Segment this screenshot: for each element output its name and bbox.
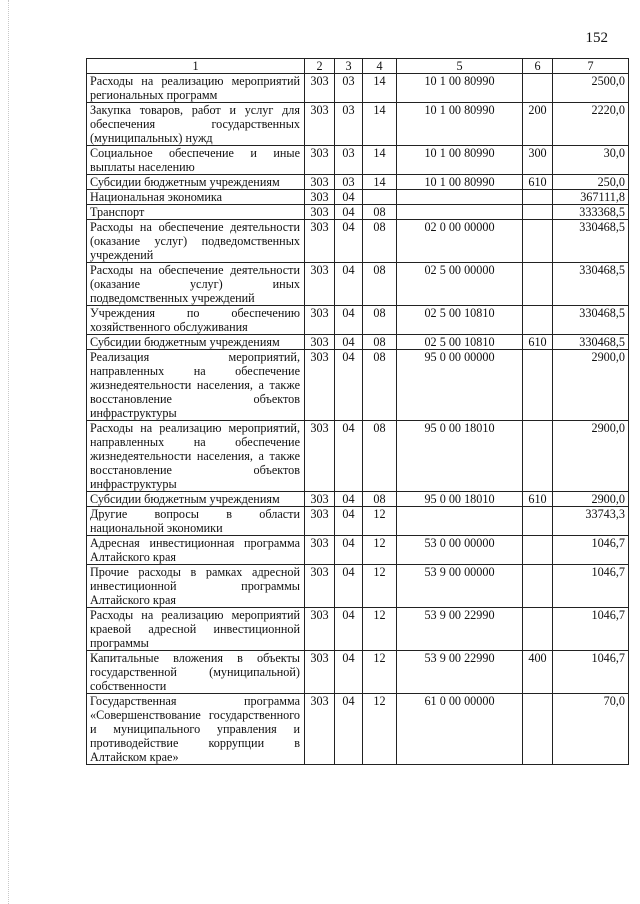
- table-row: [87, 694, 629, 765]
- row-type-cell: [523, 536, 553, 565]
- table-row: [87, 103, 629, 146]
- row-name-cell: Субсидии бюджетным учреждениям: [87, 175, 305, 190]
- row-section-cell: 03: [335, 74, 363, 103]
- row-subsection-cell: 12: [363, 651, 397, 694]
- row-amount-cell: 2900,0: [553, 492, 629, 507]
- row-code-cell: 303: [305, 507, 335, 536]
- row-target-cell: 53 9 00 22990: [397, 608, 523, 651]
- row-section-cell: 03: [335, 146, 363, 175]
- row-name-cell: Капитальные вложения в объекты государственной (муниципальной) собственности: [87, 651, 305, 694]
- row-section-cell: 03: [335, 175, 363, 190]
- table-row: [87, 536, 629, 565]
- row-name-cell: Закупка товаров, работ и услуг для обеспечения государственных (муниципальных) нужд: [87, 103, 305, 146]
- table-header-row: [87, 59, 629, 74]
- row-subsection-cell: 12: [363, 565, 397, 608]
- row-subsection-cell: 14: [363, 74, 397, 103]
- page-number: 152: [585, 30, 608, 46]
- row-type-cell: [523, 350, 553, 421]
- table-row: [87, 608, 629, 651]
- row-type-cell: [523, 74, 553, 103]
- row-type-cell: 610: [523, 335, 553, 350]
- header-cell: 1: [87, 59, 305, 74]
- row-name-cell: Субсидии бюджетным учреждениям: [87, 335, 305, 350]
- row-code-cell: 303: [305, 220, 335, 263]
- table-row: [87, 205, 629, 220]
- row-name-cell: Расходы на реализацию мероприятий краевой адресной инвестиционной программы: [87, 608, 305, 651]
- row-code-cell: 303: [305, 536, 335, 565]
- table-row: [87, 335, 629, 350]
- row-amount-cell: 330468,5: [553, 263, 629, 306]
- row-name-cell: Другие вопросы в области национальной экономики: [87, 507, 305, 536]
- row-target-cell: 53 9 00 22990: [397, 651, 523, 694]
- row-target-cell: 53 0 00 00000: [397, 536, 523, 565]
- row-subsection-cell: 12: [363, 608, 397, 651]
- header-cell: 3: [335, 59, 363, 74]
- row-amount-cell: 330468,5: [553, 306, 629, 335]
- row-name-cell: Расходы на реализацию мероприятий, направленных на обеспечение жизнедеятельности населения, а также восстановление объектов инфраструктуры: [87, 421, 305, 492]
- table-row: [87, 74, 629, 103]
- row-amount-cell: 2900,0: [553, 421, 629, 492]
- row-target-cell: 02 0 00 00000: [397, 220, 523, 263]
- row-type-cell: 610: [523, 175, 553, 190]
- row-target-cell: 10 1 00 80990: [397, 146, 523, 175]
- row-type-cell: [523, 507, 553, 536]
- row-section-cell: 04: [335, 220, 363, 263]
- row-name-cell: Учреждения по обеспечению хозяйственного обслуживания: [87, 306, 305, 335]
- row-subsection-cell: 08: [363, 220, 397, 263]
- table-row: [87, 175, 629, 190]
- row-code-cell: 303: [305, 350, 335, 421]
- row-target-cell: 10 1 00 80990: [397, 74, 523, 103]
- row-subsection-cell: 12: [363, 536, 397, 565]
- header-cell: 4: [363, 59, 397, 74]
- scan-edge: [8, 0, 9, 904]
- row-subsection-cell: 08: [363, 205, 397, 220]
- row-name-cell: Транспорт: [87, 205, 305, 220]
- row-type-cell: 610: [523, 492, 553, 507]
- row-target-cell: 95 0 00 18010: [397, 421, 523, 492]
- header-cell: 7: [553, 59, 629, 74]
- row-target-cell: 10 1 00 80990: [397, 103, 523, 146]
- table-row: [87, 190, 629, 205]
- row-name-cell: Национальная экономика: [87, 190, 305, 205]
- table-row: [87, 263, 629, 306]
- row-type-cell: [523, 421, 553, 492]
- row-amount-cell: 2900,0: [553, 350, 629, 421]
- row-section-cell: 04: [335, 306, 363, 335]
- row-amount-cell: 1046,7: [553, 608, 629, 651]
- row-name-cell: Реализация мероприятий, направленных на обеспечение жизнедеятельности населения, а также восстановление объектов инфраструктуры: [87, 350, 305, 421]
- row-type-cell: 300: [523, 146, 553, 175]
- row-target-cell: 95 0 00 18010: [397, 492, 523, 507]
- row-type-cell: [523, 205, 553, 220]
- row-name-cell: Расходы на реализацию мероприятий региональных программ: [87, 74, 305, 103]
- row-subsection-cell: 08: [363, 492, 397, 507]
- row-name-cell: Расходы на обеспечение деятельности (оказание услуг) иных подведомственных учреждений: [87, 263, 305, 306]
- row-code-cell: 303: [305, 694, 335, 765]
- row-section-cell: 04: [335, 507, 363, 536]
- row-section-cell: 04: [335, 492, 363, 507]
- row-code-cell: 303: [305, 651, 335, 694]
- row-section-cell: 04: [335, 190, 363, 205]
- row-section-cell: 04: [335, 350, 363, 421]
- row-subsection-cell: 12: [363, 507, 397, 536]
- table-row: [87, 651, 629, 694]
- table-row: [87, 306, 629, 335]
- row-code-cell: 303: [305, 306, 335, 335]
- row-amount-cell: 1046,7: [553, 651, 629, 694]
- row-type-cell: [523, 190, 553, 205]
- row-subsection-cell: 12: [363, 694, 397, 765]
- row-subsection-cell: 08: [363, 306, 397, 335]
- row-code-cell: 303: [305, 335, 335, 350]
- row-name-cell: Социальное обеспечение и иные выплаты населению: [87, 146, 305, 175]
- row-target-cell: [397, 190, 523, 205]
- row-amount-cell: 30,0: [553, 146, 629, 175]
- row-name-cell: Прочие расходы в рамках адресной инвестиционной программы Алтайского края: [87, 565, 305, 608]
- row-amount-cell: 330468,5: [553, 335, 629, 350]
- row-type-cell: [523, 565, 553, 608]
- row-section-cell: 03: [335, 103, 363, 146]
- row-amount-cell: 250,0: [553, 175, 629, 190]
- row-target-cell: 10 1 00 80990: [397, 175, 523, 190]
- row-section-cell: 04: [335, 335, 363, 350]
- row-type-cell: [523, 694, 553, 765]
- row-section-cell: 04: [335, 205, 363, 220]
- table-row: [87, 565, 629, 608]
- header-cell: 5: [397, 59, 523, 74]
- row-target-cell: 53 9 00 00000: [397, 565, 523, 608]
- row-section-cell: 04: [335, 694, 363, 765]
- row-amount-cell: 2220,0: [553, 103, 629, 146]
- row-section-cell: 04: [335, 536, 363, 565]
- row-name-cell: Адресная инвестиционная программа Алтайского края: [87, 536, 305, 565]
- row-section-cell: 04: [335, 421, 363, 492]
- header-cell: 2: [305, 59, 335, 74]
- row-target-cell: 02 5 00 10810: [397, 306, 523, 335]
- row-subsection-cell: [363, 190, 397, 205]
- row-name-cell: Государственная программа «Совершенствование государственного и муниципального управления и противодействие коррупции в Алтайском крае»: [87, 694, 305, 765]
- row-amount-cell: 70,0: [553, 694, 629, 765]
- table-row: [87, 220, 629, 263]
- row-amount-cell: 333368,5: [553, 205, 629, 220]
- row-amount-cell: 367111,8: [553, 190, 629, 205]
- row-type-cell: [523, 306, 553, 335]
- row-code-cell: 303: [305, 421, 335, 492]
- row-target-cell: [397, 507, 523, 536]
- budget-table: [86, 58, 629, 765]
- row-code-cell: 303: [305, 146, 335, 175]
- table-row: [87, 146, 629, 175]
- row-type-cell: 400: [523, 651, 553, 694]
- row-type-cell: [523, 608, 553, 651]
- row-subsection-cell: 08: [363, 263, 397, 306]
- row-type-cell: [523, 263, 553, 306]
- row-subsection-cell: 08: [363, 421, 397, 492]
- row-target-cell: [397, 205, 523, 220]
- table-row: [87, 350, 629, 421]
- table-row: [87, 492, 629, 507]
- row-code-cell: 303: [305, 565, 335, 608]
- row-code-cell: 303: [305, 205, 335, 220]
- table-row: [87, 507, 629, 536]
- row-target-cell: 02 5 00 00000: [397, 263, 523, 306]
- row-subsection-cell: 08: [363, 350, 397, 421]
- row-amount-cell: 1046,7: [553, 565, 629, 608]
- row-code-cell: 303: [305, 492, 335, 507]
- row-target-cell: 61 0 00 00000: [397, 694, 523, 765]
- table-row: [87, 421, 629, 492]
- row-name-cell: Субсидии бюджетным учреждениям: [87, 492, 305, 507]
- row-subsection-cell: 14: [363, 103, 397, 146]
- row-subsection-cell: 14: [363, 146, 397, 175]
- row-code-cell: 303: [305, 190, 335, 205]
- row-section-cell: 04: [335, 651, 363, 694]
- row-section-cell: 04: [335, 565, 363, 608]
- row-type-cell: 200: [523, 103, 553, 146]
- row-target-cell: 95 0 00 00000: [397, 350, 523, 421]
- row-subsection-cell: 14: [363, 175, 397, 190]
- row-amount-cell: 33743,3: [553, 507, 629, 536]
- row-code-cell: 303: [305, 263, 335, 306]
- row-type-cell: [523, 220, 553, 263]
- row-code-cell: 303: [305, 608, 335, 651]
- row-amount-cell: 1046,7: [553, 536, 629, 565]
- row-subsection-cell: 08: [363, 335, 397, 350]
- row-target-cell: 02 5 00 10810: [397, 335, 523, 350]
- header-cell: 6: [523, 59, 553, 74]
- row-amount-cell: 330468,5: [553, 220, 629, 263]
- row-section-cell: 04: [335, 608, 363, 651]
- row-code-cell: 303: [305, 74, 335, 103]
- row-code-cell: 303: [305, 103, 335, 146]
- row-name-cell: Расходы на обеспечение деятельности (оказание услуг) подведомственных учреждений: [87, 220, 305, 263]
- row-amount-cell: 2500,0: [553, 74, 629, 103]
- row-section-cell: 04: [335, 263, 363, 306]
- row-code-cell: 303: [305, 175, 335, 190]
